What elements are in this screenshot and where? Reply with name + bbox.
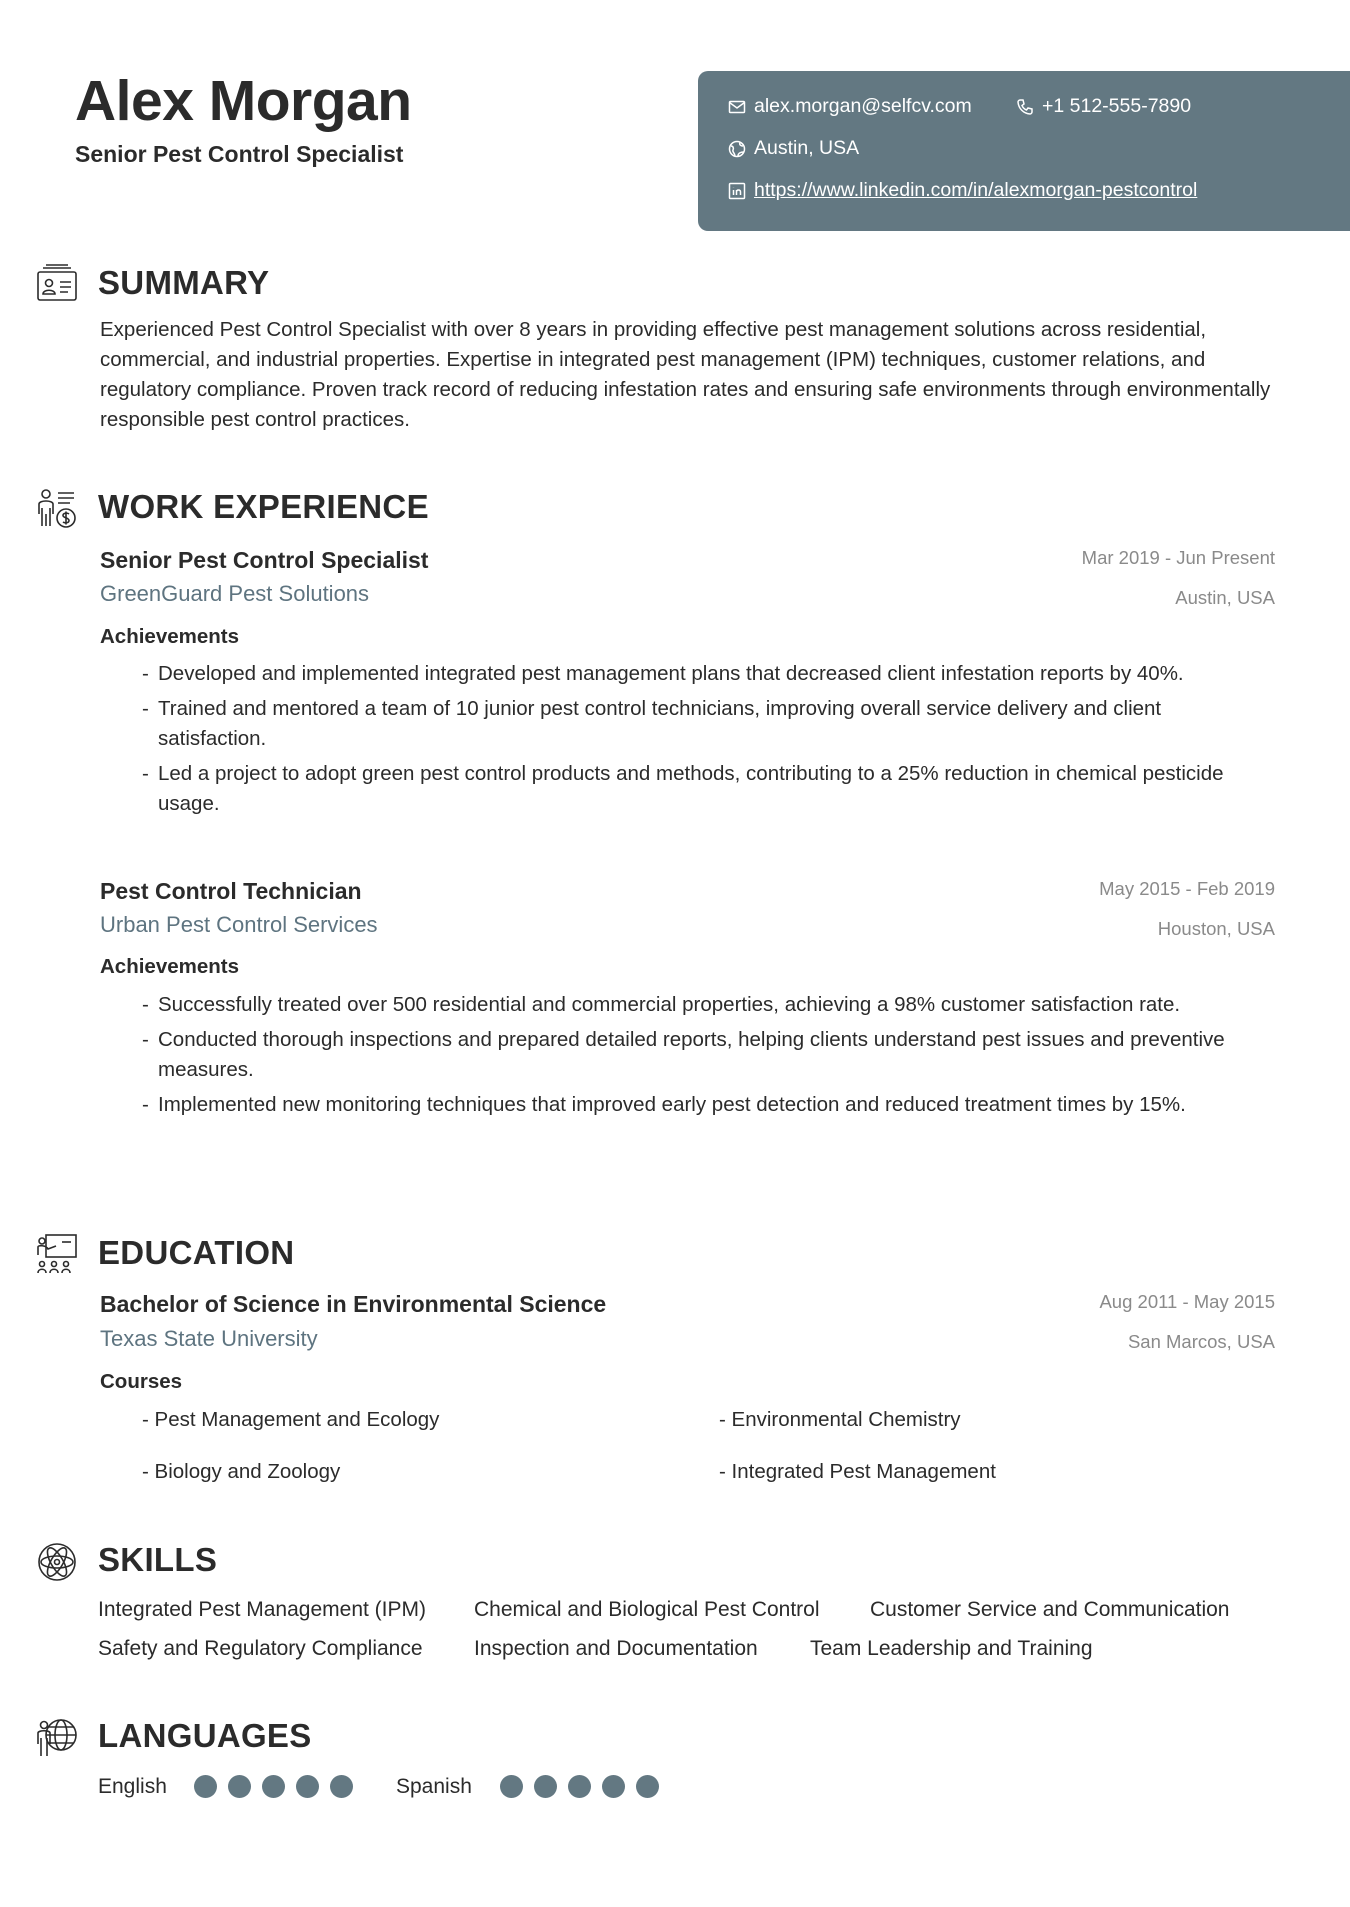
summary-heading: SUMMARY bbox=[98, 264, 270, 301]
course-item: - Environmental Chemistry bbox=[719, 1408, 961, 1431]
skills-heading: SKILLS bbox=[98, 1541, 218, 1578]
envelope-icon bbox=[728, 98, 746, 116]
classroom-icon bbox=[36, 1233, 78, 1275]
proficiency-dot bbox=[228, 1775, 251, 1798]
language-rating bbox=[194, 1775, 364, 1803]
contact-linkedin[interactable] bbox=[728, 179, 1197, 202]
achievements-list bbox=[142, 659, 1272, 824]
contact-panel bbox=[698, 71, 1350, 231]
linkedin-icon bbox=[728, 182, 746, 200]
email-text: alex.morgan@selfcv.com bbox=[754, 95, 972, 117]
skill-item: Integrated Pest Management (IPM) bbox=[98, 1598, 426, 1621]
skill-item: Team Leadership and Training bbox=[810, 1637, 1093, 1660]
course-item: - Biology and Zoology bbox=[142, 1460, 341, 1483]
job-location: Houston, USA bbox=[1157, 918, 1275, 939]
experience-heading: WORK EXPERIENCE bbox=[98, 488, 429, 525]
language-rating bbox=[500, 1775, 670, 1803]
location-text: Austin, USA bbox=[754, 137, 860, 159]
achievements-heading: Achievements bbox=[100, 625, 240, 648]
list-item: - Trained and mentored a team of 10 junior pest control technicians, improving overall service delivery and client satisfaction. bbox=[142, 694, 1272, 754]
candidate-name: Alex Morgan bbox=[75, 69, 412, 133]
list-item: - Led a project to adopt green pest control products and methods, contributing to a 25% reduction in chemical pesticide usage. bbox=[142, 759, 1272, 819]
contact-location bbox=[728, 137, 859, 160]
course-item: - Integrated Pest Management bbox=[719, 1460, 996, 1483]
proficiency-dot bbox=[534, 1775, 557, 1798]
degree-title: Bachelor of Science in Environmental Science bbox=[100, 1291, 607, 1317]
list-item: - Conducted thorough inspections and prepared detailed reports, helping clients understand pest issues and preventive measures. bbox=[142, 1025, 1272, 1085]
list-item: - Developed and implemented integrated pest management plans that decreased client infestation reports by 40%. bbox=[142, 659, 1272, 689]
skill-item: Chemical and Biological Pest Control bbox=[474, 1598, 820, 1621]
contact-email[interactable] bbox=[728, 95, 972, 118]
languages-heading: LANGUAGES bbox=[98, 1717, 312, 1754]
atom-skills-icon bbox=[36, 1541, 78, 1583]
proficiency-dot bbox=[636, 1775, 659, 1798]
contact-phone[interactable] bbox=[1016, 95, 1191, 118]
proficiency-dot bbox=[330, 1775, 353, 1798]
summary-text: Experienced Pest Control Specialist with over 8 years in providing effective pest management solutions across residential, commercial, and industrial properties. Expertise in integrated pest management (IPM) techniques, customer relations, and regulatory compliance. Proven track record of reducing infestation rates and ensuring safe environments through environmentally responsible pest control practices. bbox=[100, 318, 1271, 431]
list-item: - Implemented new monitoring techniques that improved early pest detection and reduced treatment times by 15%. bbox=[142, 1090, 1272, 1120]
job-role: Senior Pest Control Specialist bbox=[100, 547, 429, 573]
job-company: GreenGuard Pest Solutions bbox=[100, 581, 370, 606]
candidate-title: Senior Pest Control Specialist bbox=[75, 141, 404, 167]
proficiency-dot bbox=[602, 1775, 625, 1798]
achievements-list bbox=[142, 990, 1272, 1125]
proficiency-dot bbox=[500, 1775, 523, 1798]
school-name: Texas State University bbox=[100, 1326, 318, 1351]
job-company: Urban Pest Control Services bbox=[100, 912, 378, 937]
job-dates: May 2015 - Feb 2019 bbox=[1099, 878, 1275, 899]
linkedin-link[interactable]: https://www.linkedin.com/in/alexmorgan-pestcontrol bbox=[754, 179, 1198, 201]
language-name: Spanish bbox=[396, 1775, 472, 1798]
phone-icon bbox=[1016, 98, 1034, 116]
job-dates: Mar 2019 - Jun Present bbox=[1081, 547, 1275, 568]
achievements-heading: Achievements bbox=[100, 955, 240, 978]
course-item: - Pest Management and Ecology bbox=[142, 1408, 440, 1431]
skill-item: Inspection and Documentation bbox=[474, 1637, 758, 1660]
worker-salary-icon bbox=[36, 488, 78, 530]
education-dates: Aug 2011 - May 2015 bbox=[1099, 1291, 1275, 1312]
globe-icon bbox=[728, 140, 746, 158]
job-location: Austin, USA bbox=[1175, 587, 1275, 608]
phone-text: +1 512-555-7890 bbox=[1042, 95, 1192, 117]
education-heading: EDUCATION bbox=[98, 1234, 295, 1271]
proficiency-dot bbox=[262, 1775, 285, 1798]
proficiency-dot bbox=[296, 1775, 319, 1798]
education-location: San Marcos, USA bbox=[1127, 1331, 1275, 1352]
person-globe-icon bbox=[36, 1716, 78, 1758]
skill-item: Customer Service and Communication bbox=[870, 1598, 1230, 1621]
proficiency-dot bbox=[194, 1775, 217, 1798]
job-role: Pest Control Technician bbox=[100, 878, 362, 904]
id-card-icon bbox=[36, 263, 78, 305]
list-item: - Successfully treated over 500 residential and commercial properties, achieving a 98% customer satisfaction rate. bbox=[142, 990, 1272, 1020]
skill-item: Safety and Regulatory Compliance bbox=[98, 1637, 423, 1660]
language-name: English bbox=[98, 1775, 167, 1798]
courses-heading: Courses bbox=[100, 1370, 183, 1393]
proficiency-dot bbox=[568, 1775, 591, 1798]
